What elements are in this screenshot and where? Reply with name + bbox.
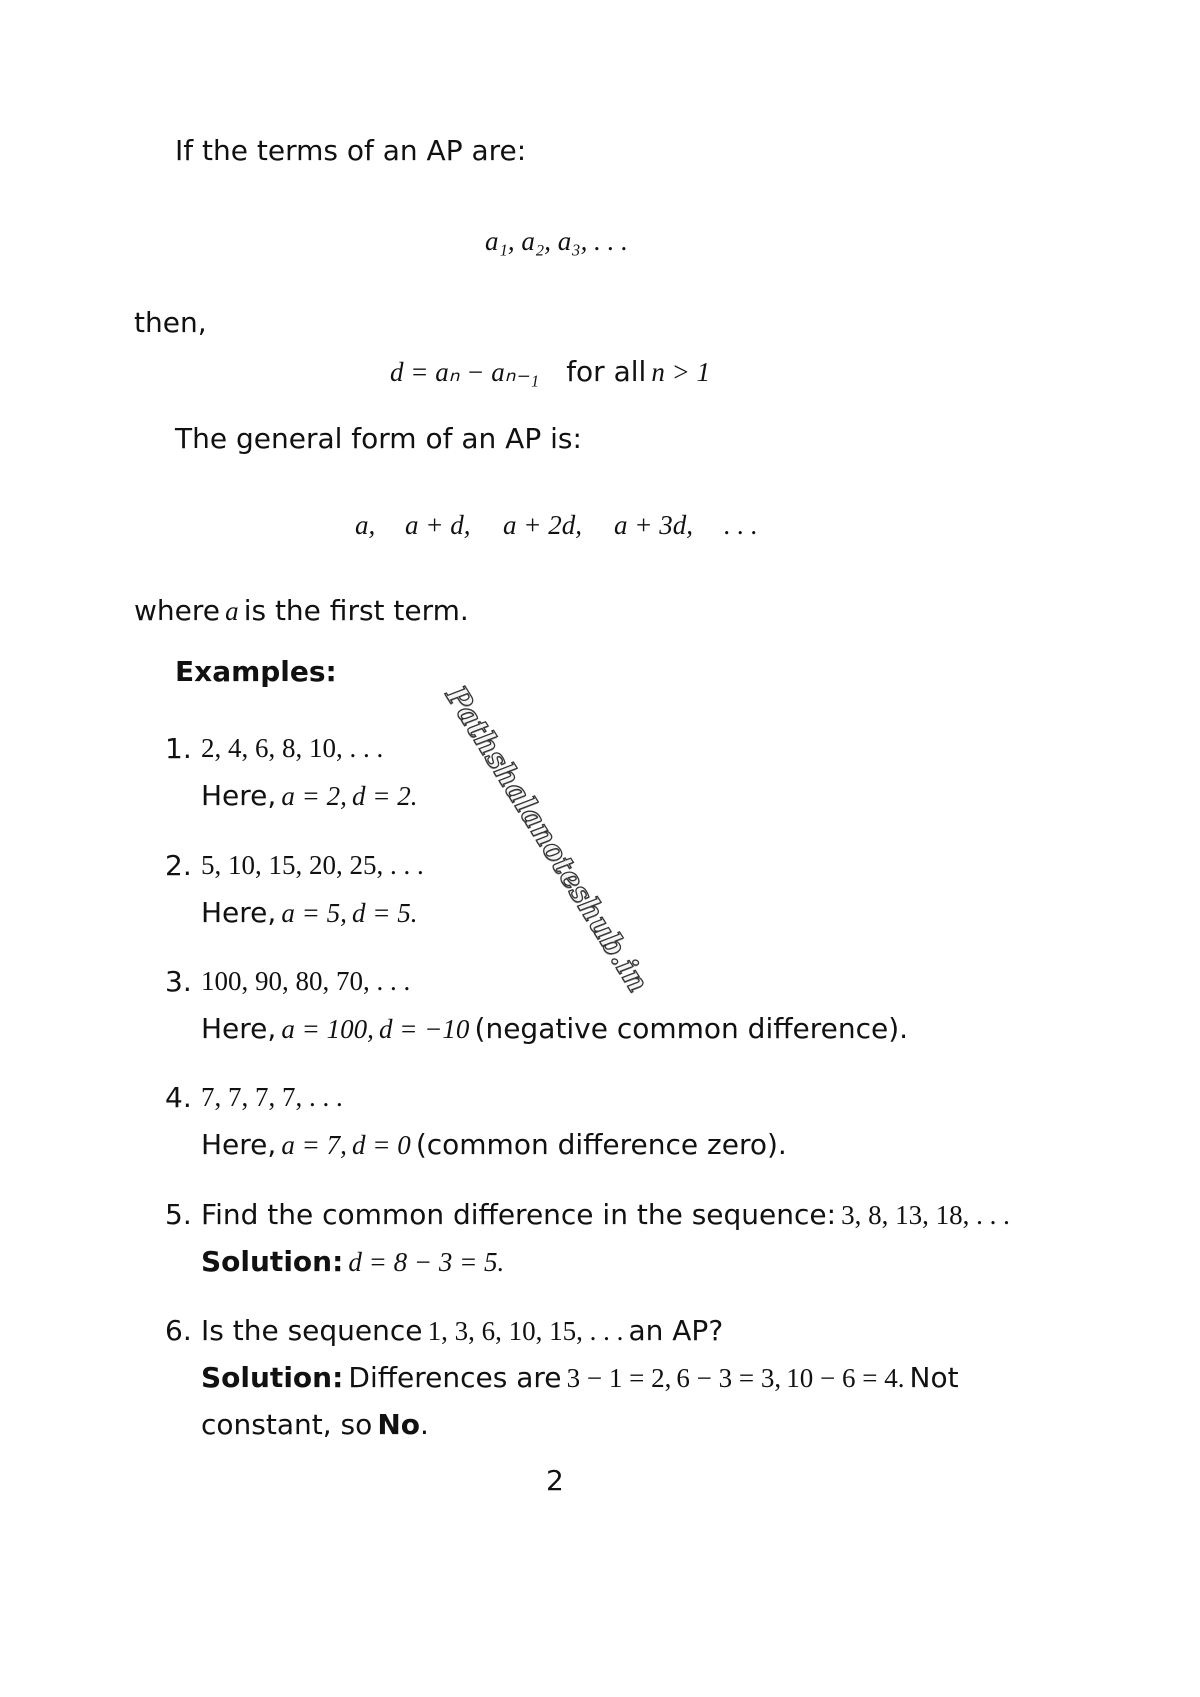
a-value: a = 100, (281, 1014, 374, 1044)
d-value: d = 2. (351, 781, 418, 811)
example-sequence: 5, 10, 15, 20, 25, . . . (201, 850, 424, 880)
then-text: then, (134, 306, 207, 339)
a-value: a = 5, (281, 898, 347, 928)
general-form-intro: The general form of an AP is: (175, 422, 582, 455)
page-number: 2 (546, 1464, 564, 1497)
general-term-2: a + d, (405, 510, 471, 540)
a-value: a = 2, (281, 781, 347, 811)
d-value: d = 5. (351, 898, 418, 928)
general-term-1: a, (355, 510, 376, 540)
condition-text: for all (566, 355, 647, 388)
example-note: (negative common difference). (474, 1012, 909, 1045)
difference-3: 10 − 6 = 4. (786, 1363, 905, 1393)
example-here-line (201, 1012, 908, 1045)
example-note: (common difference zero). (415, 1128, 787, 1161)
solution-end: . (420, 1408, 429, 1441)
example-sequence: 2, 4, 6, 8, 10, . . . (201, 733, 384, 763)
where-suffix: is the first term. (243, 594, 469, 627)
question-text: Find the common difference in the sequence: (201, 1198, 837, 1231)
problem-number: 5. (165, 1198, 192, 1231)
intro-text: If the terms of an AP are: (175, 134, 527, 167)
difference-formula-line (390, 355, 710, 388)
difference-formula: d = aₙ − aₙ₋₁ (390, 357, 540, 387)
where-prefix: where (134, 594, 220, 627)
solution-no: No (377, 1408, 421, 1441)
example-number: 2. (165, 849, 192, 882)
solution-line2: constant, so (201, 1408, 373, 1441)
here-label: Here, (201, 896, 277, 929)
example-sequence: 7, 7, 7, 7, . . . (201, 1082, 343, 1112)
here-label: Here, (201, 1128, 277, 1161)
problem-number: 6. (165, 1314, 192, 1347)
d-value: d = −10 (378, 1014, 470, 1044)
sequence-terms: a₁, a₂, a₃, . . . (485, 226, 628, 256)
problem-6-solution-line2 (201, 1408, 429, 1441)
problem-6-solution (201, 1361, 959, 1394)
problem-5-question (201, 1198, 1010, 1231)
example-number: 1. (165, 732, 192, 765)
watermark: Pathshalanoteshub.in (439, 680, 656, 998)
example-number: 4. (165, 1081, 192, 1114)
solution-label: Solution: (201, 1361, 344, 1394)
examples-heading: Examples: (175, 655, 337, 688)
a-value: a = 7, (281, 1130, 347, 1160)
question-sequence: 1, 3, 6, 10, 15, . . . (427, 1316, 624, 1346)
here-label: Here, (201, 779, 277, 812)
general-term-5: . . . (724, 510, 758, 540)
question-prefix: Is the sequence (201, 1314, 423, 1347)
problem-5-solution (201, 1245, 504, 1278)
general-term-4: a + 3d, (614, 510, 693, 540)
where-var: a (225, 596, 239, 626)
question-suffix: an AP? (628, 1314, 724, 1347)
problem-6-question (201, 1314, 723, 1347)
difference-1: 3 − 1 = 2, (566, 1363, 672, 1393)
solution-text: Differences are (348, 1361, 562, 1394)
example-here-line (201, 1128, 787, 1161)
condition-math: n > 1 (651, 357, 711, 387)
here-label: Here, (201, 1012, 277, 1045)
example-sequence: 100, 90, 80, 70, . . . (201, 966, 411, 996)
example-here-line (201, 779, 417, 812)
example-number: 3. (165, 965, 192, 998)
example-here-line (201, 896, 417, 929)
difference-2: 6 − 3 = 3, (676, 1363, 782, 1393)
general-term-3: a + 2d, (503, 510, 582, 540)
solution-math: d = 8 − 3 = 5. (348, 1247, 505, 1277)
solution-not: Not (909, 1361, 959, 1394)
d-value: d = 0 (351, 1130, 411, 1160)
question-sequence: 3, 8, 13, 18, . . . (841, 1200, 1010, 1230)
where-line (134, 594, 469, 627)
solution-label: Solution: (201, 1245, 344, 1278)
